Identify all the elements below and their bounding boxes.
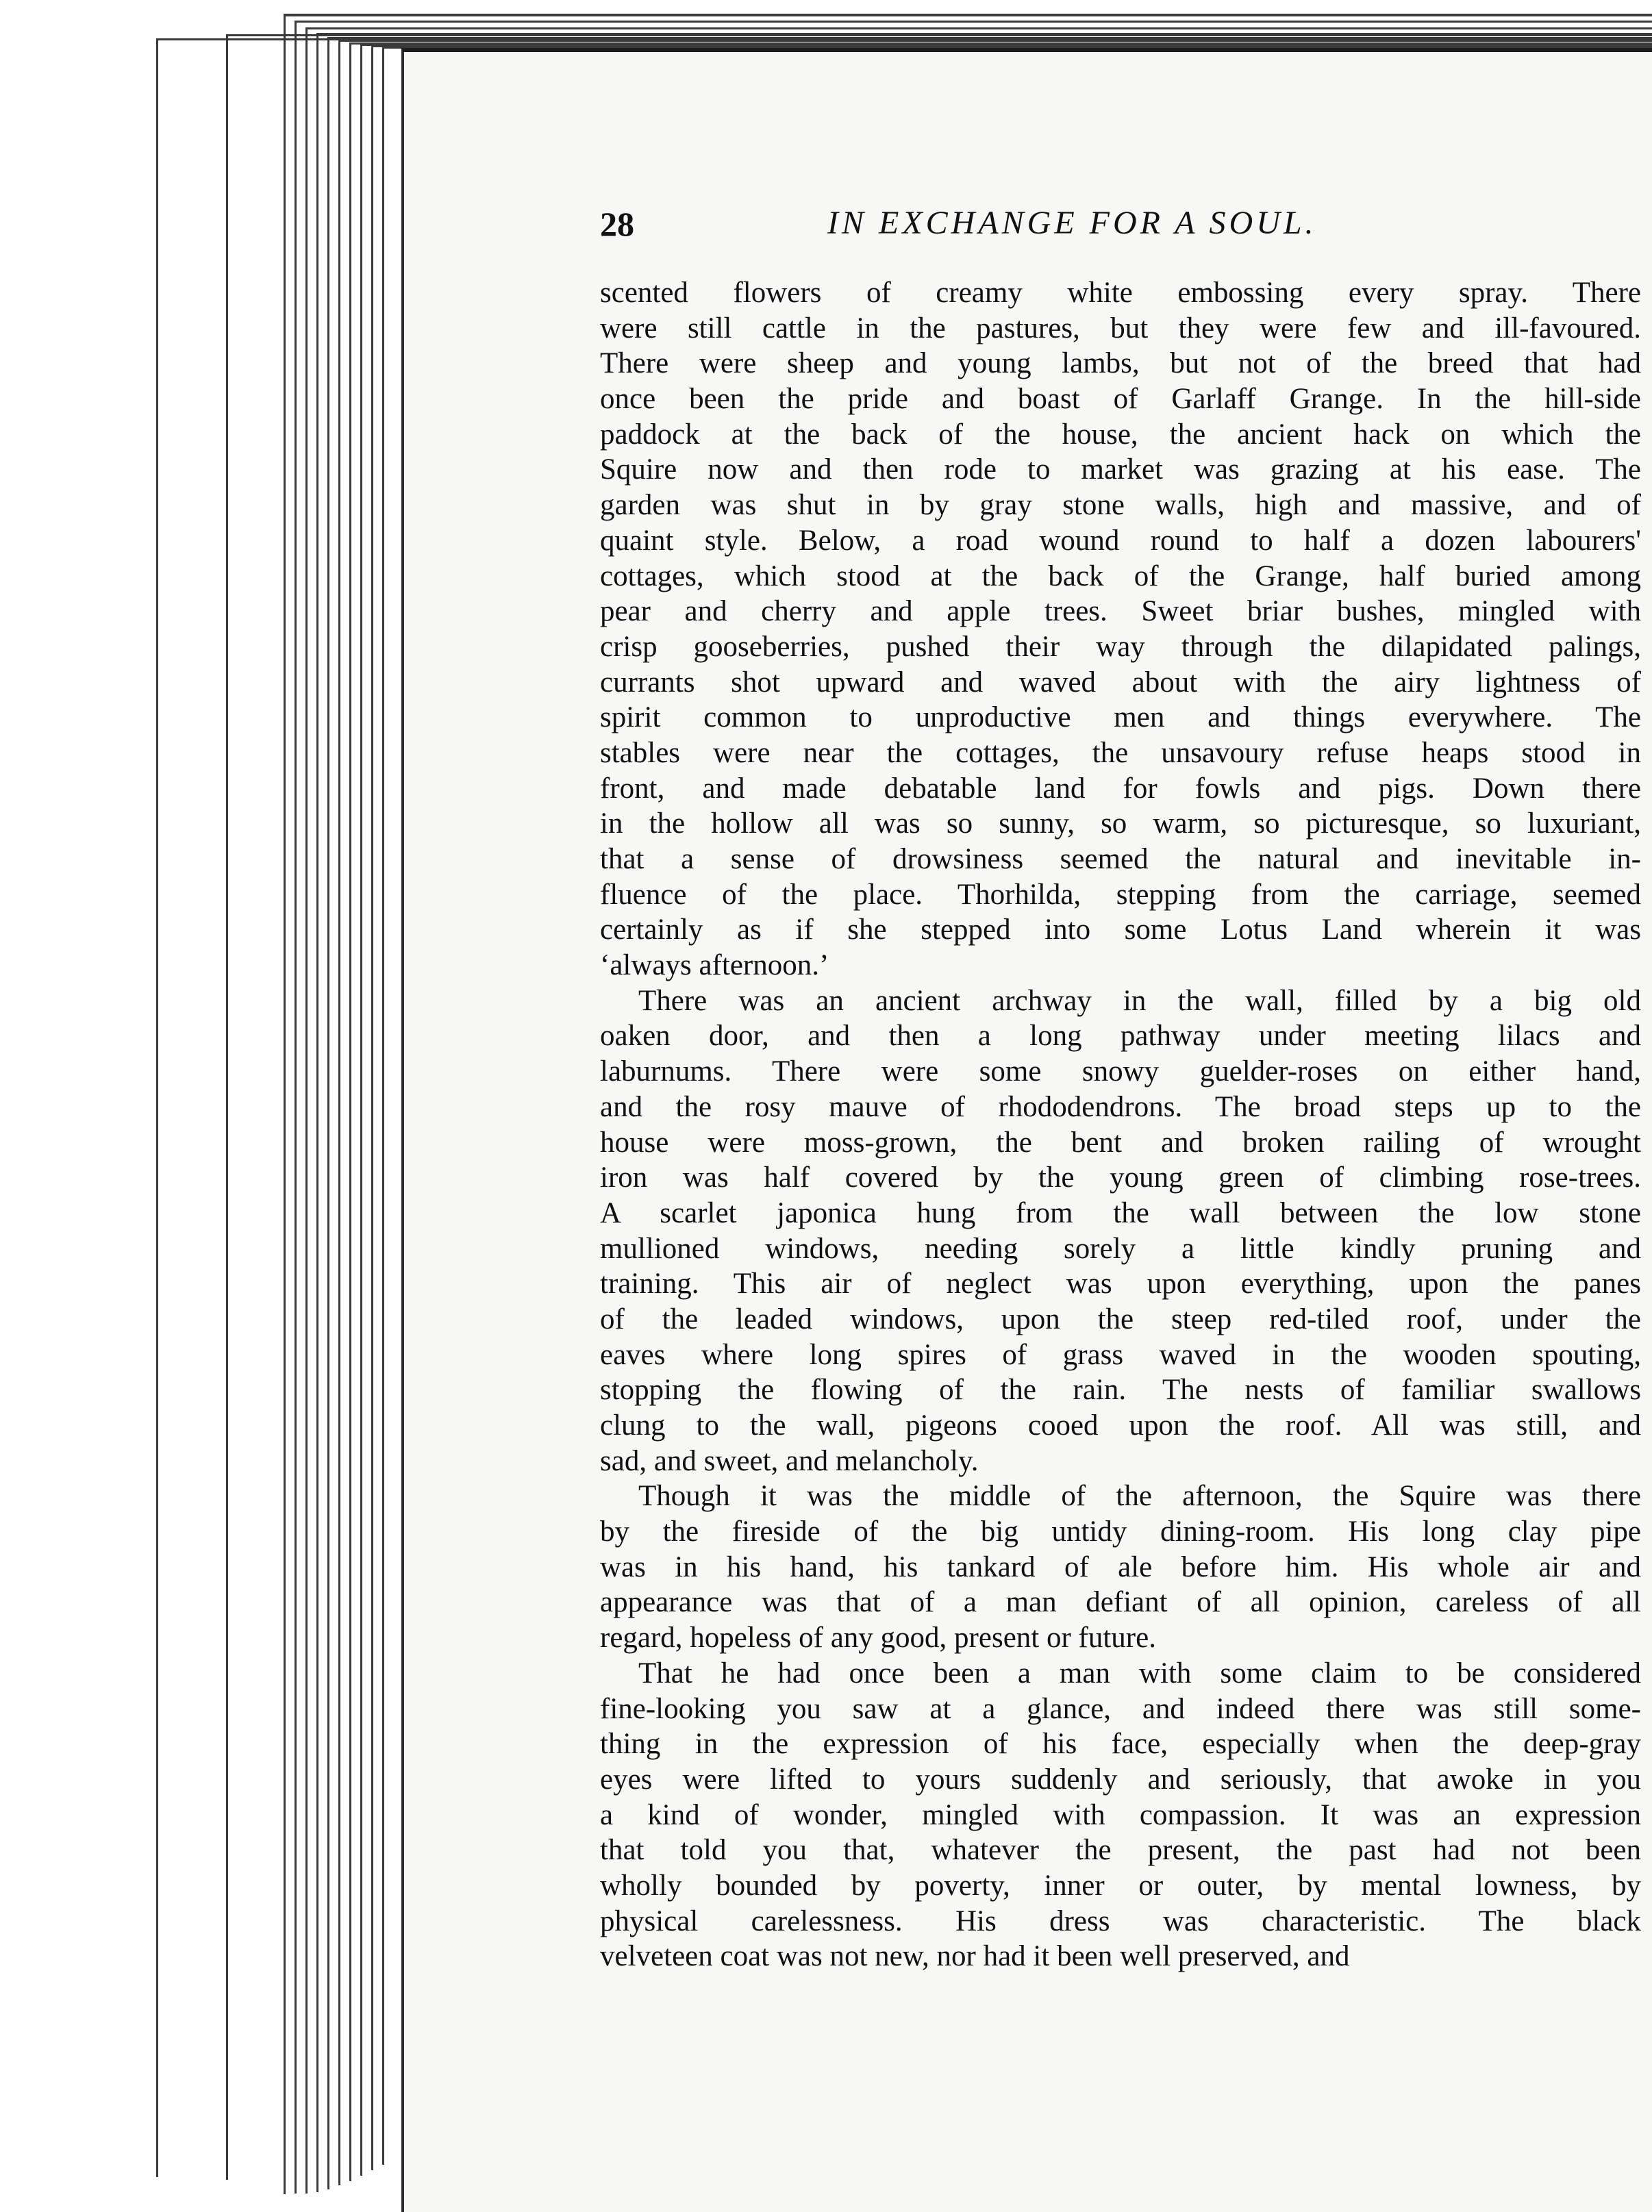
book-title: IN EXCHANGE FOR A SOUL. (827, 205, 1317, 241)
text-line: quaint style. Below, a road wound round to half a dozen labourers' (600, 524, 1641, 557)
text-line: crisp gooseberries, pushed their way through the dilapidated palings, (600, 630, 1641, 663)
text-line: velveteen coat was not new, nor had it been well preserved, and (600, 1940, 1350, 1973)
text-line: that told you that, whatever the present, the past had not been (600, 1834, 1641, 1867)
text-line: iron was half covered by the young green of climbing rose-trees. (600, 1161, 1641, 1194)
text-line: physical carelessness. His dress was characteristic. The black (600, 1905, 1641, 1937)
text-line: That he had once been a man with some claim to be considered (638, 1657, 1641, 1689)
text-line: in the hollow all was so sunny, so warm, so picturesque, so luxuriant, (600, 807, 1641, 840)
text-line: that a sense of drowsiness seemed the natural and inevitable in- (600, 843, 1641, 875)
text-line: was in his hand, his tankard of ale before him. His whole air and (600, 1550, 1641, 1583)
text-line: paddock at the back of the house, the ancient hack on which the (600, 418, 1641, 451)
text-line: A scarlet japonica hung from the wall between the low stone (600, 1196, 1641, 1229)
paragraph (600, 983, 1641, 1479)
running-head (600, 204, 1648, 259)
text-line: ‘always afternoon.’ (600, 949, 829, 982)
body-text (600, 275, 1641, 1974)
text-line: appearance was that of a man defiant of all opinion, careless of all (600, 1586, 1641, 1619)
text-line: of the leaded windows, upon the steep red-tiled roof, under the (600, 1303, 1641, 1335)
text-line: pear and cherry and apple trees. Sweet briar bushes, mingled with (600, 595, 1641, 628)
text-line: stopping the flowing of the rain. The nests of familiar swallows (600, 1374, 1641, 1407)
text-line: fine-looking you saw at a glance, and indeed there was still some- (600, 1692, 1641, 1725)
text-line: and the rosy mauve of rhododendrons. The broad steps up to the (600, 1090, 1641, 1123)
text-line: cottages, which stood at the back of the Grange, half buried among (600, 560, 1641, 592)
paragraph (600, 275, 1641, 983)
text-line: laburnums. There were some snowy guelder-roses on either hand, (600, 1055, 1641, 1088)
paragraph (600, 1479, 1641, 1655)
text-line: training. This air of neglect was upon everything, upon the panes (600, 1268, 1641, 1300)
text-line: There were sheep and young lambs, but not of the breed that had (600, 347, 1641, 380)
text-line: were still cattle in the pastures, but they were few and ill-favoured. (600, 312, 1641, 344)
text-line: a kind of wonder, mingled with compassion. It was an expression (600, 1798, 1641, 1831)
text-line: certainly as if she stepped into some Lotus Land wherein it was (600, 914, 1641, 946)
text-line: scented flowers of creamy white embossing every spray. There (600, 277, 1641, 309)
text-line: once been the pride and boast of Garlaff Grange. In the hill-side (600, 383, 1641, 416)
text-line: fluence of the place. Thorhilda, stepping from the carriage, seemed (600, 878, 1641, 911)
text-line: clung to the wall, pigeons cooed upon the roof. All was still, and (600, 1409, 1641, 1442)
text-line: regard, hopeless of any good, present or future. (600, 1622, 1156, 1655)
text-line: There was an ancient archway in the wall, filled by a big old (638, 984, 1641, 1017)
text-line: garden was shut in by gray stone walls, high and massive, and of (600, 489, 1641, 522)
page-number: 28 (600, 205, 634, 243)
text-line: sad, and sweet, and melancholy. (600, 1444, 979, 1477)
text-line: spirit common to unproductive men and things everywhere. The (600, 701, 1641, 734)
text-line: eyes were lifted to yours suddenly and seriously, that awoke in you (600, 1763, 1641, 1796)
text-line: Though it was the middle of the afternoon, the Squire was there (638, 1480, 1641, 1513)
text-line: oaken door, and then a long pathway under meeting lilacs and (600, 1020, 1641, 1053)
text-line: wholly bounded by poverty, inner or outer, by mental lowness, by (600, 1869, 1641, 1902)
text-line: eaves where long spires of grass waved in the wooden spouting, (600, 1338, 1641, 1371)
text-line: by the fireside of the big untidy dining-room. His long clay pipe (600, 1516, 1641, 1548)
text-line: thing in the expression of his face, especially when the deep-gray (600, 1728, 1641, 1761)
text-line: front, and made debatable land for fowls and pigs. Down there (600, 772, 1641, 805)
text-line: currants shot upward and waved about with the airy lightness of (600, 666, 1641, 699)
text-line: house were moss-grown, the bent and broken railing of wrought (600, 1126, 1641, 1159)
text-line: stables were near the cottages, the unsavoury refuse heaps stood in (600, 736, 1641, 769)
text-line: mullioned windows, needing sorely a little kindly pruning and (600, 1232, 1641, 1265)
text-line: Squire now and then rode to market was grazing at his ease. The (600, 453, 1641, 486)
paragraph (600, 1656, 1641, 1974)
